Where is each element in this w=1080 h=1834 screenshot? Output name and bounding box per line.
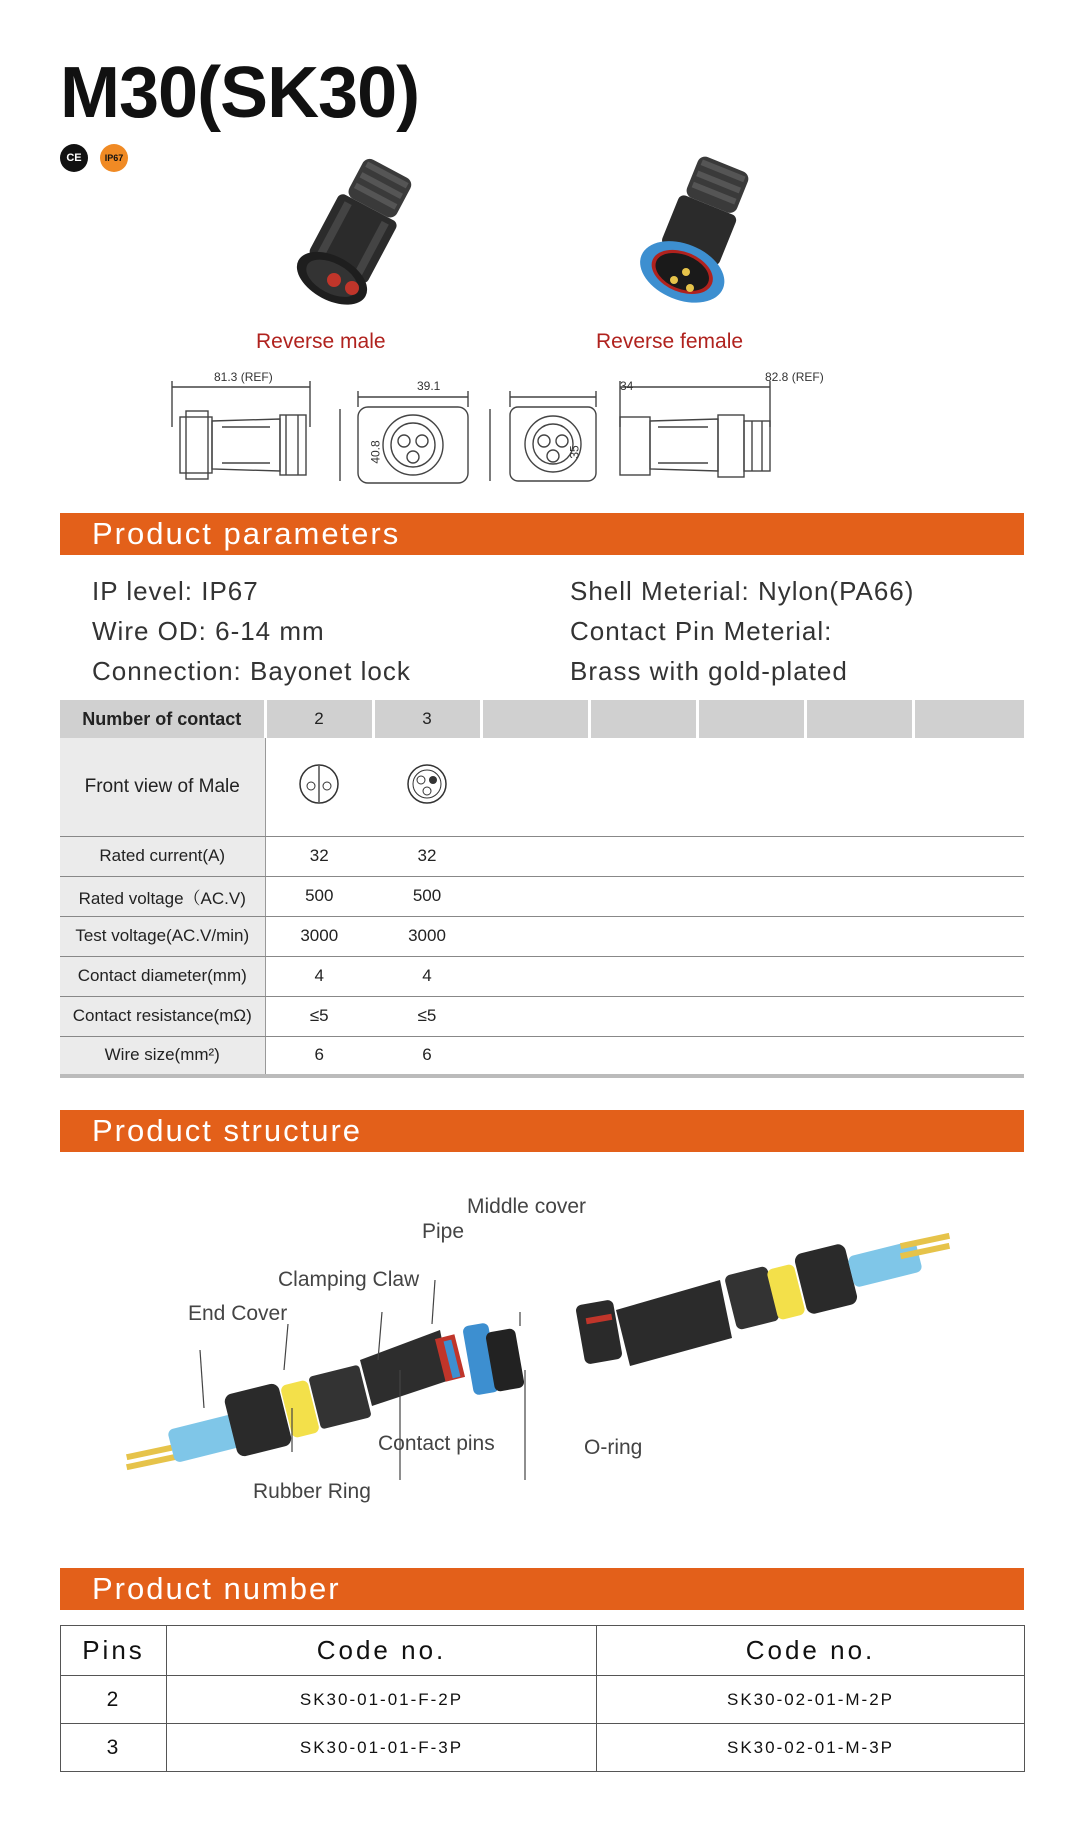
spec-cell: 4 [265, 956, 373, 996]
spec-cell: 500 [373, 876, 481, 916]
param-connection: Connection: Bayonet lock [92, 656, 411, 686]
label-contact-pins: Contact pins [378, 1432, 495, 1455]
spec-cell: 500 [265, 876, 373, 916]
spec-col-3: 3 [373, 700, 481, 738]
product-number-table [60, 1625, 1025, 1772]
ip67-badge-icon: IP67 [100, 144, 128, 172]
dimension-drawings [150, 365, 940, 495]
reverse-female-label: Reverse female [596, 330, 744, 353]
front-view-label: Front view of Male [60, 738, 265, 836]
label-rubber-ring: Rubber Ring [253, 1480, 371, 1503]
reverse-male-connector-image [270, 150, 440, 320]
pins-cell: 2 [61, 1676, 167, 1724]
spec-col-empty [805, 700, 913, 738]
male-length-dimension: 81.3 (REF) [214, 370, 273, 384]
spec-row [60, 996, 1024, 1036]
product-number-heading: Product number [60, 1568, 1024, 1610]
spec-row-label: Contact diameter(mm) [60, 956, 265, 996]
spec-cell: 6 [265, 1036, 373, 1076]
exploded-structure-image [110, 1220, 1010, 1480]
front-view-3pin-icon [373, 738, 481, 836]
code-cell: SK30-01-01-F-3P [167, 1724, 597, 1772]
spec-row [60, 876, 1024, 916]
spec-row-label: Rated voltage（AC.V) [60, 876, 265, 916]
spec-col-empty [697, 700, 805, 738]
spec-row [60, 836, 1024, 876]
product-structure-heading: Product structure [60, 1110, 1024, 1152]
table-row [61, 1676, 1025, 1724]
spec-cell: 4 [373, 956, 481, 996]
spec-row-label: Wire size(mm²) [60, 1036, 265, 1076]
param-shell-material: Shell Meterial: Nylon(PA66) [570, 576, 915, 606]
label-middle-cover: Middle cover [467, 1195, 587, 1218]
spec-cell: 3000 [265, 916, 373, 956]
spec-front-view-row [60, 738, 1024, 836]
param-ip-level: IP level: IP67 [92, 576, 259, 606]
female-length-dimension: 82.8 (REF) [765, 370, 824, 384]
female-face-height-dimension: 35 [567, 445, 582, 459]
spec-cell: ≤5 [265, 996, 373, 1036]
ce-mark-icon: CE [60, 144, 88, 172]
reverse-female-connector-image [610, 150, 780, 320]
spec-cell: 32 [265, 836, 373, 876]
spec-row-label: Contact resistance(mΩ) [60, 996, 265, 1036]
spec-row [60, 1036, 1024, 1076]
code-cell: SK30-01-01-F-2P [167, 1676, 597, 1724]
param-contact-plating: Brass with gold-plated [570, 656, 848, 686]
spec-col-empty [481, 700, 589, 738]
code-cell: SK30-02-01-M-3P [597, 1724, 1025, 1772]
pins-cell: 3 [61, 1724, 167, 1772]
spec-header-row [60, 700, 1024, 738]
product-parameters-heading: Product parameters [60, 513, 1024, 555]
spec-row-label: Rated current(A) [60, 836, 265, 876]
header-pins: Pins [61, 1626, 167, 1676]
spec-row [60, 956, 1024, 996]
male-face-height-dimension: 40.8 [368, 440, 383, 464]
label-clamping-claw: Clamping Claw [278, 1268, 420, 1291]
param-wire-od: Wire OD: 6-14 mm [92, 616, 325, 646]
number-header-row [61, 1626, 1025, 1676]
param-contact-pin-material: Contact Pin Meterial: [570, 616, 833, 646]
label-end-cover: End Cover [188, 1302, 288, 1325]
spec-cell: 32 [373, 836, 481, 876]
spec-cell: 6 [373, 1036, 481, 1076]
spec-col-empty [589, 700, 697, 738]
front-view-2pin-icon [265, 738, 373, 836]
header-code-male: Code no. [597, 1626, 1025, 1676]
header-code-female: Code no. [167, 1626, 597, 1676]
spec-row [60, 916, 1024, 956]
table-row [61, 1724, 1025, 1772]
spec-header-label: Number of contact [60, 700, 265, 738]
spec-col-2: 2 [265, 700, 373, 738]
spec-cell: ≤5 [373, 996, 481, 1036]
spec-cell: 3000 [373, 916, 481, 956]
label-o-ring: O-ring [584, 1436, 643, 1459]
spec-row-label: Test voltage(AC.V/min) [60, 916, 265, 956]
male-face-width-dimension: 39.1 [417, 379, 441, 393]
spec-col-empty [913, 700, 1024, 738]
spec-table [60, 700, 1024, 1078]
code-cell: SK30-02-01-M-2P [597, 1676, 1025, 1724]
reverse-male-label: Reverse male [256, 330, 386, 353]
female-face-width-dimension: 34 [620, 379, 634, 393]
page-title: M30(SK30) [60, 53, 420, 133]
label-pipe: Pipe [422, 1220, 465, 1243]
